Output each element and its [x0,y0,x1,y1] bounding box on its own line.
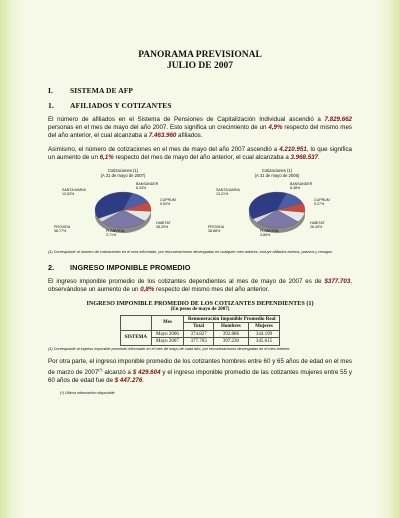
text: Asimismo, el número de cotizaciones en el mes de mayo del año 2007 ascendió a [48,146,280,153]
row-label: SISTEMA [120,330,152,345]
title-line-2: JULIO DE 2007 [167,61,233,71]
section-label: SISTEMA DE AFP [70,86,134,95]
paragraph-afiliados [48,116,352,140]
text: El ingreso imponible promedio de los cotizantes dependientes al mes de mayo de 2007 es de [48,277,325,285]
col-mujeres: Mujeres [248,323,280,331]
value-afiliados-2006: 7.463.960 [148,132,177,139]
cell-mes: Mayo 2006 [152,330,184,338]
text: Por otra parte, el ingreso imponible promedio de los cotizantes hombres entre 60 y 65 años de edad en el mes de marzo de 2007 [48,357,352,376]
slice-label [136,182,158,190]
paragraph-edad [48,358,352,385]
text: respecto del mismo mes del año anterior. [154,285,270,293]
slice-label [314,198,330,206]
col-mes: Mes [152,315,184,330]
text: afiliados. [176,132,203,139]
slice-name: BANSANDER [136,182,159,186]
slice-name: CUPRUM [160,198,176,202]
col-group: Remuneración Imponible Promedio Real [183,315,280,323]
text: . [142,376,145,384]
cell-total: 374.827 [183,330,213,338]
subsection-number: 1. [48,101,54,110]
slice-name: BANSANDER [290,182,313,186]
table-row [120,330,280,338]
value-cotizaciones-2006: 3.968.537 [290,154,319,161]
chart-subtitle: (A 31 de mayo de 2006) [254,173,300,178]
subsection-label: AFILIADOS Y COTIZANTES [70,101,172,110]
table-note: (1) Corresponde al ingreso imponible promedio informado en el mes de mayo de cada año, por remuneraciones devengadas en el mes anterior. [48,346,291,351]
section-heading-1 [48,86,352,95]
income-table [120,315,281,346]
value-afiliados-2007: 7.829.662 [324,116,352,123]
slice-label [106,229,125,237]
text: personas en el mes de mayo del año 2007. Esto significa un crecimiento de un [48,124,269,131]
slice-name: SANTA MARIA [62,188,86,192]
slice-name: SANTA MARIA [216,188,240,192]
text: , observándose un aumento de un [48,277,352,293]
chart-note: (1) Corresponde al número de cotizaciones en el mes informado, por remuneraciones devengadas en cualquier mes anterior, incluye afiliados activos, pasivos y rezagos. [48,250,333,254]
slice-value: 3.71% [106,233,117,238]
slice-value: 28.20% [156,225,169,230]
section-heading-2 [48,263,352,272]
slice-name: PROVIDA [54,225,71,229]
slice-label [310,221,325,229]
cell-mujeres: 345.615 [248,338,280,346]
slice-value: 38.77% [54,229,67,234]
cell-total: 377.703 [183,338,213,346]
slice-value: 9.52% [160,202,171,207]
text: alcanzó a [102,368,133,376]
table-subtitle: (En pesos de mayo de 2007) [170,306,230,312]
paragraph-ingreso [48,278,352,294]
text: El número de afiliados en el Sistema de Pensiones de Capitalización Individual ascendió a [48,116,325,123]
slice-label [156,221,171,229]
subsection-heading-1 [48,101,352,110]
footnote-marker: (*) [98,366,103,372]
slice-value: 26.40% [310,225,323,230]
slice-name: HABITAT [310,221,325,225]
value-ingreso: $377.703 [324,277,351,285]
slice-name: PROVIDA [208,225,225,229]
document-title [48,50,352,72]
slice-label [54,225,70,233]
cell-mujeres: 344.199 [248,330,280,338]
charts-row [48,168,352,244]
text: . [318,154,320,161]
value-mujeres: $ 447.276 [114,376,143,384]
chart-title: Cotizaciones (1) [261,168,293,173]
chart-title: Cotizaciones (1) [107,168,139,173]
slice-value: 3.86% [260,233,271,238]
slice-label [290,182,312,190]
title-line-1: PANORAMA PREVISIONAL [138,50,262,60]
cell-hombres: 397.230 [214,338,248,346]
paragraph-cotizaciones [48,146,352,162]
value-aumento-ingreso: 0,8% [140,285,155,293]
text: y el ingreso imponible promedio de las cotizantes mujeres entre 55 y 60 años de edad fue de [48,368,352,384]
chart-subtitle: (A 31 de mayo de 2007) [100,173,146,178]
text: respecto del mes de mayo del año anterior, el cual alcanzaba a [113,154,291,161]
section-number: 2. [48,262,55,272]
slice-name: PLANVITAL [106,229,126,233]
table-corner [120,315,152,330]
slice-label [208,225,224,233]
slice-label [160,198,176,206]
document-content [48,50,352,395]
table-title: INGRESO IMPONIBLE PROMEDIO DE LOS COTIZANTES DEPENDIENTES (1) [86,299,314,307]
pie-chart-2007 [48,168,198,244]
slice-name: PLANVITAL [260,229,280,233]
slice-label [260,229,279,237]
section-label: INGRESO IMPONIBLE PROMEDIO [70,262,191,272]
cell-mes: Mayo 2007 [152,338,184,346]
cell-hombres: 392.886 [214,330,248,338]
slice-value: 8.33% [136,186,147,191]
section-number: I. [48,86,53,95]
slice-label [62,188,86,196]
value-cotizaciones-2007: 4.210.951 [279,146,307,153]
col-total: Total [183,323,213,331]
slice-value: 13.21% [216,192,229,197]
col-hombres: Hombres [214,323,248,331]
slice-name: HABITAT [156,221,171,225]
slice-value: 38.88% [208,229,221,234]
slice-value: 9.27% [314,202,325,207]
value-hombres: $ 429.604 [132,368,161,376]
footnote: (*) Última información disponible [60,390,115,395]
slice-label [216,188,240,196]
pie-chart-2006 [202,168,352,244]
slice-value: 12.52% [62,192,75,197]
value-aumento: 6,1% [99,154,114,161]
text: respecto del mismo mes del año anterior, el cual alcanzaba a [48,124,352,139]
value-crecimiento: 4,9% [268,124,283,131]
slice-name: CUPRUM [314,198,330,202]
slice-value: 8.38% [290,186,301,191]
text: , lo que significa un aumento de un [48,146,352,161]
